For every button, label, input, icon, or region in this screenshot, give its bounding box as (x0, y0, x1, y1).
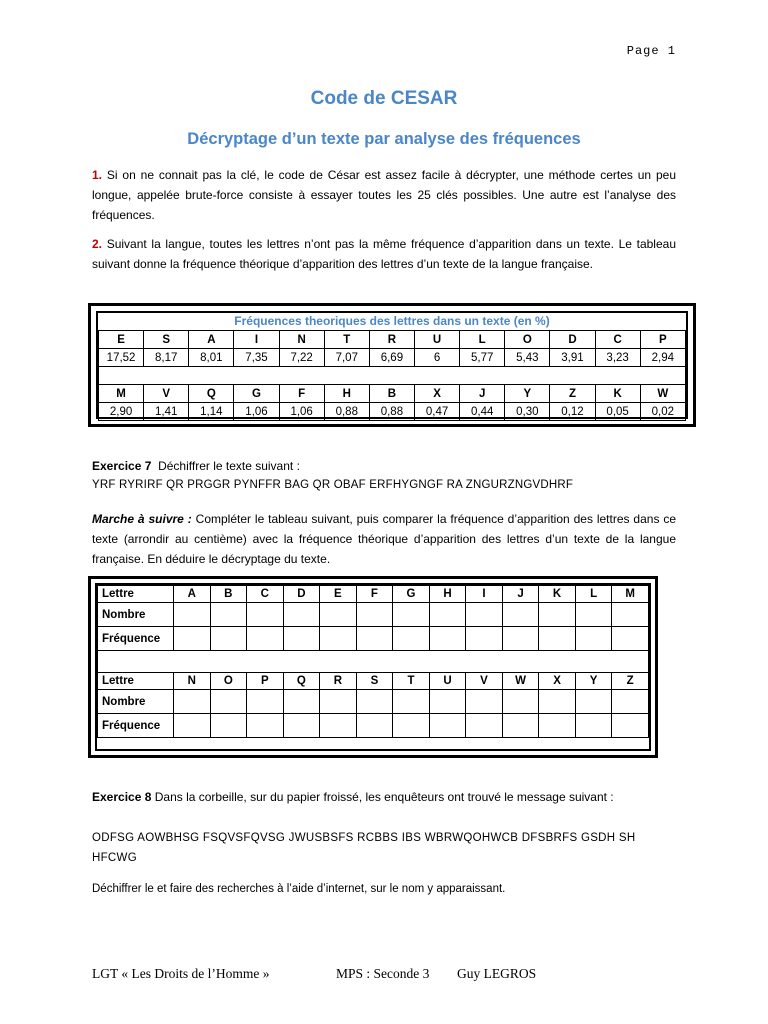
exercise-7-label: Exercice 7 (92, 459, 152, 473)
count-frequence-cell[interactable] (539, 627, 576, 651)
count-frequence-cell[interactable] (283, 627, 320, 651)
freq-value-cell: 0,88 (324, 403, 369, 421)
count-nombre-cell[interactable] (247, 690, 284, 714)
freq-letter-cell: E (99, 331, 144, 349)
count-letter-cell: O (210, 673, 247, 690)
freq-value-cell: 8,17 (144, 349, 189, 367)
freq-value-cell: 0,30 (505, 403, 550, 421)
count-frequence-cell[interactable] (247, 627, 284, 651)
freq-letter-cell: X (414, 385, 459, 403)
row-label-frequence: Fréquence (98, 714, 174, 738)
count-nombre-cell[interactable] (174, 603, 211, 627)
exercise-8-ciphertext: ODFSG AOWBHSG FSQVSFQVSG JWUSBSFS RCBBS IBS WBRWQOHWCB DFSBRFS GSDH SH HFCWG (92, 832, 636, 864)
exercise-7-instruction: Déchiffrer le texte suivant : (158, 459, 300, 473)
count-letter-cell: I (466, 586, 503, 603)
count-nombre-cell[interactable] (320, 603, 357, 627)
freq-value-cell: 0,05 (595, 403, 640, 421)
count-letter-cell: V (466, 673, 503, 690)
count-frequence-cell[interactable] (283, 714, 320, 738)
row-label-lettre: Lettre (98, 586, 174, 603)
freq-letter-cell: C (595, 331, 640, 349)
marche-text: Compléter le tableau suivant, puis comparer la fréquence d’apparition des lettres dans ce texte (arrondir au centième) avec la fréquence théorique d’apparition des lettres d’un texte de la langue française. En déduire le décryptage du texte. (92, 512, 677, 566)
count-frequence-cell[interactable] (539, 714, 576, 738)
row-label-lettre: Lettre (98, 673, 174, 690)
freq-value-cell: 0,02 (640, 403, 685, 421)
count-frequence-cell[interactable] (247, 714, 284, 738)
count-letter-cell: D (283, 586, 320, 603)
count-nombre-cell[interactable] (210, 603, 247, 627)
count-frequence-cell[interactable] (210, 627, 247, 651)
freq-letter-cell: B (369, 385, 414, 403)
count-letter-cell: M (612, 586, 649, 603)
count-frequence-cell[interactable] (174, 627, 211, 651)
marche-a-suivre (92, 509, 676, 569)
footer-class: MPS : Seconde 3 (336, 966, 430, 981)
row-label-nombre: Nombre (98, 690, 174, 714)
count-frequence-cell[interactable] (612, 714, 649, 738)
exercise-8-text: Dans la corbeille, sur du papier froissé, les enquêteurs ont trouvé le message suivant : (151, 790, 614, 804)
count-nombre-cell[interactable] (429, 690, 466, 714)
row-label-nombre: Nombre (98, 603, 174, 627)
freq-value-cell: 6 (414, 349, 459, 367)
freq-value-cell: 7,22 (279, 349, 324, 367)
frequency-table (98, 330, 686, 421)
letter-count-table (97, 585, 649, 738)
count-nombre-cell[interactable] (466, 690, 503, 714)
freq-letter-cell: T (324, 331, 369, 349)
freq-value-cell: 6,69 (369, 349, 414, 367)
freq-letter-cell: P (640, 331, 685, 349)
count-nombre-cell[interactable] (612, 690, 649, 714)
freq-value-cell: 5,43 (505, 349, 550, 367)
count-frequence-cell[interactable] (429, 714, 466, 738)
count-frequence-cell[interactable] (466, 627, 503, 651)
freq-value-cell: 1,14 (189, 403, 234, 421)
count-letter-cell: Z (612, 673, 649, 690)
count-letter-cell: K (539, 586, 576, 603)
count-nombre-cell[interactable] (575, 603, 612, 627)
count-nombre-cell[interactable] (539, 603, 576, 627)
count-nombre-cell[interactable] (539, 690, 576, 714)
count-letter-cell: J (502, 586, 539, 603)
exercise-7-ciphertext: YRF RYRIRF QR PRGGR PYNFFR BAG QR OBAF ERFHYGNGF RA ZNGURZNGVDHRF (92, 479, 574, 491)
count-letter-cell: W (502, 673, 539, 690)
paragraph-1-text: Si on ne connait pas la clé, le code de César est assez facile à décrypter, une méthode certes un peu longue, appelée brute-force consiste à essayer toutes les 25 clés possibles. Une autre est l’analyse des fréquences. (92, 168, 676, 222)
count-letter-cell: A (174, 586, 211, 603)
count-letter-cell: H (429, 586, 466, 603)
count-frequence-cell[interactable] (393, 714, 430, 738)
count-letter-cell: E (320, 586, 357, 603)
count-nombre-cell[interactable] (393, 690, 430, 714)
freq-value-cell: 17,52 (99, 349, 144, 367)
count-frequence-cell[interactable] (575, 627, 612, 651)
count-frequence-cell[interactable] (356, 627, 393, 651)
freq-value-cell: 2,94 (640, 349, 685, 367)
count-nombre-cell[interactable] (356, 603, 393, 627)
freq-value-cell: 3,91 (550, 349, 595, 367)
freq-letter-cell: G (234, 385, 279, 403)
freq-letter-cell: Z (550, 385, 595, 403)
freq-value-cell: 1,06 (279, 403, 324, 421)
count-letter-cell: F (356, 586, 393, 603)
freq-letter-cell: S (144, 331, 189, 349)
freq-letter-cell: F (279, 385, 324, 403)
count-letter-cell: S (356, 673, 393, 690)
paragraph-1-number: 1. (92, 168, 103, 182)
count-frequence-cell[interactable] (429, 627, 466, 651)
freq-letter-cell: V (144, 385, 189, 403)
freq-letter-cell: I (234, 331, 279, 349)
marche-label: Marche à suivre : (92, 512, 192, 526)
paragraph-1 (92, 165, 676, 225)
exercise-7-heading (92, 459, 300, 473)
count-letter-cell: B (210, 586, 247, 603)
exercise-8-paragraph (92, 787, 676, 807)
count-frequence-cell[interactable] (575, 714, 612, 738)
freq-letter-cell: O (505, 331, 550, 349)
freq-letter-cell: Y (505, 385, 550, 403)
count-frequence-cell[interactable] (174, 714, 211, 738)
freq-letter-cell: N (279, 331, 324, 349)
count-nombre-cell[interactable] (283, 603, 320, 627)
exercise-8-label: Exercice 8 (92, 790, 152, 804)
freq-letter-cell: Q (189, 385, 234, 403)
count-frequence-cell[interactable] (466, 714, 503, 738)
count-frequence-cell[interactable] (356, 714, 393, 738)
count-letter-cell: R (320, 673, 357, 690)
count-letter-cell: P (247, 673, 284, 690)
exercise-8-instruction: Déchiffrer le et faire des recherches à l’aide d’internet, sur le nom y apparaissant. (92, 883, 506, 895)
count-frequence-cell[interactable] (393, 627, 430, 651)
freq-letter-cell: D (550, 331, 595, 349)
paragraph-2 (92, 234, 676, 274)
count-nombre-cell[interactable] (393, 603, 430, 627)
freq-value-cell: 1,41 (144, 403, 189, 421)
letter-count-table-frame (88, 576, 658, 758)
freq-letter-cell: M (99, 385, 144, 403)
page-title: Code de CESAR (310, 88, 458, 109)
count-letter-cell: X (539, 673, 576, 690)
footer-author: Guy LEGROS (457, 966, 537, 981)
count-frequence-cell[interactable] (612, 627, 649, 651)
count-nombre-cell[interactable] (612, 603, 649, 627)
count-nombre-cell[interactable] (356, 690, 393, 714)
page-subtitle: Décryptage d’un texte par analyse des fréquences (187, 130, 581, 148)
row-label-frequence: Fréquence (98, 627, 174, 651)
paragraph-2-number: 2. (92, 237, 103, 251)
count-nombre-cell[interactable] (502, 690, 539, 714)
count-frequence-cell[interactable] (502, 714, 539, 738)
freq-value-cell: 8,01 (189, 349, 234, 367)
count-letter-cell: C (247, 586, 284, 603)
count-nombre-cell[interactable] (502, 603, 539, 627)
freq-letter-cell: J (460, 385, 505, 403)
count-letter-cell: Y (575, 673, 612, 690)
count-letter-cell: N (174, 673, 211, 690)
freq-value-cell: 3,23 (595, 349, 640, 367)
freq-letter-cell: U (414, 331, 459, 349)
count-frequence-cell[interactable] (210, 714, 247, 738)
frequency-table-frame (88, 303, 696, 427)
freq-value-cell: 1,06 (234, 403, 279, 421)
freq-value-cell: 7,35 (234, 349, 279, 367)
freq-letter-cell: W (640, 385, 685, 403)
count-nombre-cell[interactable] (575, 690, 612, 714)
count-frequence-cell[interactable] (502, 627, 539, 651)
count-nombre-cell[interactable] (466, 603, 503, 627)
freq-value-cell: 5,77 (460, 349, 505, 367)
freq-value-cell: 2,90 (99, 403, 144, 421)
freq-letter-cell: K (595, 385, 640, 403)
count-nombre-cell[interactable] (283, 690, 320, 714)
count-letter-cell: T (393, 673, 430, 690)
freq-letter-cell: L (460, 331, 505, 349)
count-nombre-cell[interactable] (210, 690, 247, 714)
freq-letter-cell: R (369, 331, 414, 349)
count-nombre-cell[interactable] (247, 603, 284, 627)
freq-letter-cell: A (189, 331, 234, 349)
count-nombre-cell[interactable] (320, 690, 357, 714)
frequency-table-title: Fréquences theoriques des lettres dans un texte (en %) (234, 314, 550, 328)
count-letter-cell: L (575, 586, 612, 603)
paragraph-2-text: Suivant la langue, toutes les lettres n’ont pas la même fréquence d’apparition dans un texte. Le tableau suivant donne la fréquence théorique d’apparition des lettres d’un texte de la langue française. (92, 237, 676, 271)
count-letter-cell: G (393, 586, 430, 603)
count-nombre-cell[interactable] (174, 690, 211, 714)
count-letter-cell: U (429, 673, 466, 690)
count-frequence-cell[interactable] (320, 714, 357, 738)
freq-value-cell: 0,12 (550, 403, 595, 421)
freq-letter-cell: H (324, 385, 369, 403)
freq-value-cell: 0,47 (414, 403, 459, 421)
count-letter-cell: Q (283, 673, 320, 690)
count-nombre-cell[interactable] (429, 603, 466, 627)
page-number: Page 1 (626, 44, 676, 58)
freq-value-cell: 0,44 (460, 403, 505, 421)
freq-value-cell: 7,07 (324, 349, 369, 367)
footer-school: LGT « Les Droits de l’Homme » (92, 966, 270, 981)
count-frequence-cell[interactable] (320, 627, 357, 651)
freq-value-cell: 0,88 (369, 403, 414, 421)
